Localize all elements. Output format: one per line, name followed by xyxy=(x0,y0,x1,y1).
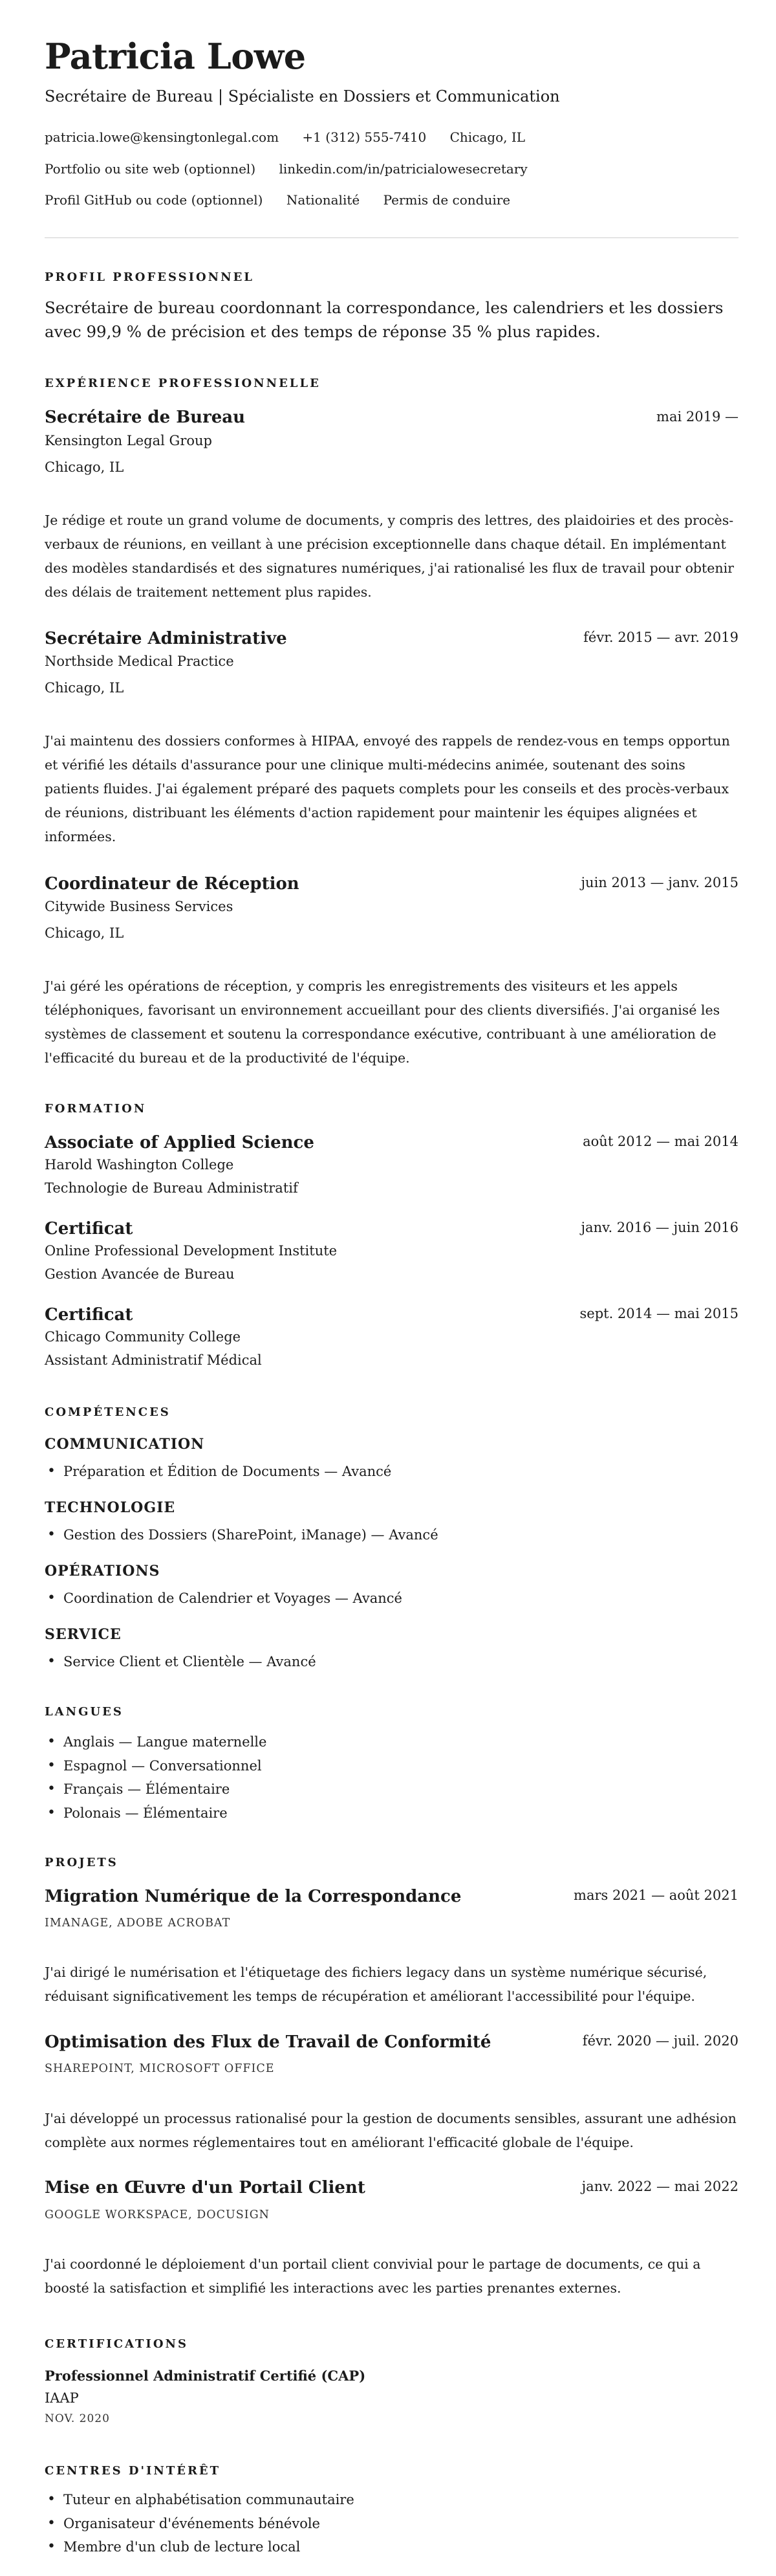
driving-license-text: Permis de conduire xyxy=(383,192,511,208)
job-location: Chicago, IL xyxy=(45,925,124,941)
job-date: juin 2013 — janv. 2015 xyxy=(581,875,738,890)
school-name: Chicago Community College xyxy=(45,1329,241,1345)
experience-heading: EXPÉRIENCE PROFESSIONNELLE xyxy=(45,377,321,390)
project-description: J'ai dirigé le numérisation et l'étiquetage des fichiers legacy dans un système numérique sécurisé, réduisant significativement les temps de récupération et améliorant l'accessibilité pour l'équipe. xyxy=(45,1965,707,2004)
interest-item: • Tuteur en alphabétisation communautaire xyxy=(45,2488,354,2512)
job-company: Citywide Business Services xyxy=(45,899,233,914)
skill-item: • Gestion des Dossiers (SharePoint, iManage) — Avancé xyxy=(45,1523,438,1547)
interest-item: • Membre d'un club de lecture local xyxy=(45,2535,354,2559)
projects-heading: PROJETS xyxy=(45,1856,118,1869)
contact-line-2 xyxy=(45,161,547,177)
project-description: J'ai développé un processus rationalisé pour la gestion de documents sensibles, assurant une adhésion complète aux normes réglementaires tout en améliorant l'efficacité globale de l'équipe. xyxy=(45,2111,737,2150)
project-tools: IMANAGE, ADOBE ACROBAT xyxy=(45,1917,231,1930)
skill-list xyxy=(45,1650,316,1674)
degree-title: Associate of Applied Science xyxy=(45,1133,314,1152)
profile-heading: PROFIL PROFESSIONNEL xyxy=(45,270,254,284)
interest-item: • Organisateur d'événements bénévole xyxy=(45,2512,354,2536)
portfolio-link[interactable]: Portfolio ou site web (optionnel) xyxy=(45,161,256,177)
study-field: Gestion Avancée de Bureau xyxy=(45,1266,235,1282)
project-description: J'ai coordonné le déploiement d'un portail client convivial pour le partage de documents, ce qui a boosté la satisfaction et simplifié les interactions avec les parties prenantes externes. xyxy=(45,2256,701,2296)
school-name: Online Professional Development Institute xyxy=(45,1243,338,1259)
skill-category-title: SERVICE xyxy=(45,1626,122,1643)
certifications-heading: CERTIFICATIONS xyxy=(45,2337,188,2351)
school-name: Harold Washington College xyxy=(45,1157,234,1172)
skill-item: • Préparation et Édition de Documents — Avancé xyxy=(45,1460,391,1484)
education-date: août 2012 — mai 2014 xyxy=(583,1134,738,1149)
project-date: mars 2021 — août 2021 xyxy=(574,1888,738,1903)
github-link[interactable]: Profil GitHub ou code (optionnel) xyxy=(45,192,263,208)
project-title: Optimisation des Flux de Travail de Conformité xyxy=(45,2032,491,2052)
project-title: Migration Numérique de la Correspondance xyxy=(45,1887,462,1906)
certification-issuer: IAAP xyxy=(45,2390,79,2406)
study-field: Technologie de Bureau Administratif xyxy=(45,1180,298,1196)
location-text: Chicago, IL xyxy=(449,129,526,145)
interest-list xyxy=(45,2488,354,2559)
project-date: janv. 2022 — mai 2022 xyxy=(581,2179,738,2194)
job-description: J'ai maintenu des dossiers conformes à HIPAA, envoyé des rappels de rendez-vous en temps opportun et vérifié les détails d'assurance pour une clinique multi-médecins animée, soutenant des soins patients fluides. J'ai également préparé des paquets complets pour les conseils et des procès-verbaux de réunions, distribuant les éléments d'action rapidement pour maintenir les équipes alignées et informées. xyxy=(45,733,730,844)
project-title: Mise en Œuvre d'un Portail Client xyxy=(45,2178,365,2197)
nationality-text: Nationalité xyxy=(286,192,360,208)
degree-title: Certificat xyxy=(45,1219,133,1238)
job-title: Secrétaire de Bureau xyxy=(45,408,246,427)
profile-summary: Secrétaire de bureau coordonnant la correspondance, les calendriers et les dossiers avec 99,9 % de précision et des temps de réponse 35 % plus rapides. xyxy=(45,298,724,342)
degree-title: Certificat xyxy=(45,1305,133,1325)
study-field: Assistant Administratif Médical xyxy=(45,1352,262,1368)
job-date: mai 2019 — xyxy=(656,409,738,424)
project-date: févr. 2020 — juil. 2020 xyxy=(582,2033,738,2049)
interests-heading: CENTRES D'INTÉRÊT xyxy=(45,2464,221,2478)
job-title: Coordinateur de Réception xyxy=(45,874,299,894)
language-item: • Anglais — Langue maternelle xyxy=(45,1730,266,1754)
skill-list xyxy=(45,1587,402,1611)
contact-line-1 xyxy=(45,129,544,145)
phone-number[interactable]: +1 (312) 555-7410 xyxy=(302,129,427,145)
job-location: Chicago, IL xyxy=(45,680,124,696)
linkedin-link[interactable]: linkedin.com/in/patricialowesecretary xyxy=(279,161,528,177)
job-description: J'ai géré les opérations de réception, y compris les enregistrements des visiteurs et les appels téléphoniques, favorisant un environnement accueillant pour des clients diversifiés. J'ai organisé les systèmes de classement et soutenu la correspondance exécutive, contribuant à une amélioration de l'efficacité du bureau et de la productivité de l'équipe. xyxy=(45,978,720,1066)
candidate-name: Patricia Lowe xyxy=(45,36,306,77)
job-description: Je rédige et route un grand volume de documents, y compris des lettres, des plaidoiries et des procès-verbaux de réunions, en veillant à une précision exceptionnelle dans chaque détail. En implémentant des modèles standardisés et des signatures numériques, j'ai rationalisé les flux de travail pour obtenir des délais de traitement nettement plus rapides. xyxy=(45,512,734,600)
skill-list xyxy=(45,1460,391,1484)
contact-line-3 xyxy=(45,192,530,208)
header-divider xyxy=(45,237,738,238)
project-tools: GOOGLE WORKSPACE, DOCUSIGN xyxy=(45,2208,270,2221)
job-company: Northside Medical Practice xyxy=(45,654,234,669)
job-location: Chicago, IL xyxy=(45,459,124,475)
certification-title: Professionnel Administratif Certifié (CAP) xyxy=(45,2368,366,2384)
skill-category-title: TECHNOLOGIE xyxy=(45,1499,176,1516)
email-link[interactable]: patricia.lowe@kensingtonlegal.com xyxy=(45,129,279,145)
skill-item: • Coordination de Calendrier et Voyages — Avancé xyxy=(45,1587,402,1611)
education-date: janv. 2016 — juin 2016 xyxy=(581,1220,738,1235)
candidate-tagline: Secrétaire de Bureau | Spécialiste en Dossiers et Communication xyxy=(45,87,560,105)
language-item: • Polonais — Élémentaire xyxy=(45,1801,266,1825)
job-company: Kensington Legal Group xyxy=(45,433,212,448)
project-tools: SHAREPOINT, MICROSOFT OFFICE xyxy=(45,2062,275,2075)
skill-item: • Service Client et Clientèle — Avancé xyxy=(45,1650,316,1674)
certification-date: NOV. 2020 xyxy=(45,2412,110,2425)
skills-heading: COMPÉTENCES xyxy=(45,1405,171,1419)
skill-category-title: OPÉRATIONS xyxy=(45,1563,160,1580)
language-item: • Français — Élémentaire xyxy=(45,1778,266,1801)
education-heading: FORMATION xyxy=(45,1102,147,1116)
skill-list xyxy=(45,1523,438,1547)
language-item: • Espagnol — Conversationnel xyxy=(45,1754,266,1778)
skill-category-title: COMMUNICATION xyxy=(45,1436,205,1453)
languages-heading: LANGUES xyxy=(45,1705,124,1719)
job-title: Secrétaire Administrative xyxy=(45,629,287,648)
education-date: sept. 2014 — mai 2015 xyxy=(579,1306,738,1321)
job-date: févr. 2015 — avr. 2019 xyxy=(583,630,738,645)
language-list xyxy=(45,1730,266,1825)
